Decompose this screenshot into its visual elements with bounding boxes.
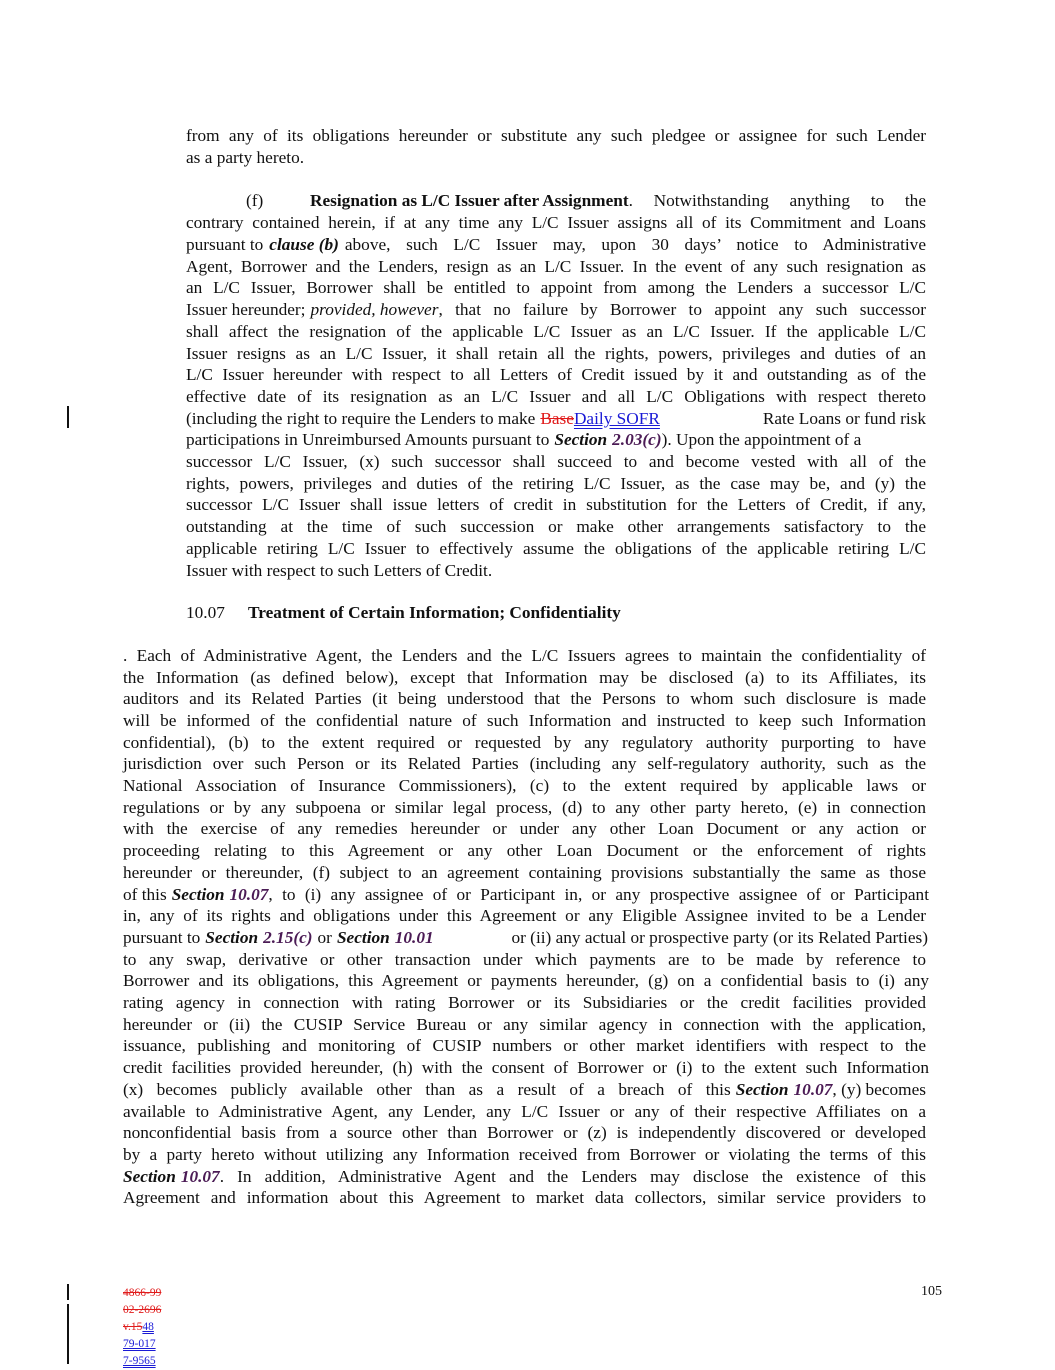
section-word: Section (554, 430, 608, 449)
body-line: L/C Issuer hereunder with respect to all Letters of Credit issued by it and outstanding as of the (186, 365, 926, 384)
body-line: rights, powers, privileges and duties of the retiring L/C Issuer, as the case may be, and (y) the (186, 474, 926, 493)
body-line: Issuer with respect to such Letters of Credit. (186, 561, 493, 580)
body-line (123, 927, 928, 949)
inserted-text: Daily SOFR (573, 409, 660, 428)
body-line: in, any of its rights and obligations under this Agreement or any Eligible Assignee invited to be a Lender (123, 906, 926, 925)
body-text: , that no failure by Borrower to appoint any such successor (438, 300, 926, 319)
body-line (123, 1166, 926, 1188)
body-line: Borrower and its obligations, this Agreement or payments hereunder, (g) on a confidential basis to (i) any (123, 971, 929, 990)
body-text: pursuant to (123, 928, 201, 947)
body-line: available to Administrative Agent, any Lender, any L/C Issuer or any of their respective Affiliates on a (123, 1102, 926, 1121)
inserted-doc-id: 48 (142, 1321, 154, 1333)
body-text: participations in Unreimbursed Amounts pursuant to (186, 430, 550, 449)
change-bar (67, 1304, 69, 1364)
body-line: National Association of Insurance Commissioners), (c) to the extent required by applicable laws or (123, 776, 926, 795)
section-word: Section (171, 885, 225, 904)
body-text: (including the right to require the Lenders to make (186, 409, 536, 428)
body-line: Agreement and information about this Agreement to market data collectors, similar service providers to (123, 1188, 926, 1207)
section-word: Section (205, 928, 259, 947)
body-text: or (ii) any actual or prospective party (or its Related Parties) (511, 928, 928, 947)
inserted-doc-id: 79-017 (123, 1338, 156, 1350)
body-line (186, 299, 926, 321)
body-line: rating agency in connection with rating Borrower or its Subsidiaries or the credit facilities provided (123, 993, 926, 1012)
body-text: Rate Loans or fund risk (762, 409, 926, 428)
body-line (186, 429, 931, 451)
deleted-doc-id: v.15 (123, 1321, 143, 1333)
body-line: proceeding relating to this Agreement or any other Loan Document or the enforcement of rights (123, 841, 926, 860)
body-line: as a party hereto. (186, 148, 305, 167)
body-text: . Notwithstanding anything to the (628, 191, 926, 210)
body-text: , (y) becomes (832, 1080, 926, 1099)
body-line: regulations or by any subpoena or similar legal process, (d) to any other party hereto, (e) in connection (123, 798, 926, 817)
clause-label: (f) (246, 191, 264, 210)
section-word: Section (336, 928, 390, 947)
body-line: jurisdiction over such Person or its Related Parties (including any self-regulatory authority, such as the (123, 754, 926, 773)
body-line (186, 234, 926, 256)
proviso-text: provided, however (310, 300, 439, 319)
body-line: an L/C Issuer, Borrower shall be entitled to appoint from among the Lenders a successor L/C (186, 278, 926, 297)
body-line: shall affect the resignation of the applicable L/C Issuer as an L/C Issuer. If the applicable L/C (186, 322, 926, 341)
body-text: above, such L/C Issuer may, upon 30 days’ notice to Administrative (344, 235, 926, 254)
cross-reference-link[interactable]: 10.07 (793, 1080, 833, 1099)
body-line: . Each of Administrative Agent, the Lenders and the L/C Issuers agrees to maintain the confidentiality of (123, 646, 926, 665)
doc-id-version (123, 1319, 161, 1336)
body-line: nonconfidential basis from a source other than Borrower or (z) is independently discovered or developed (123, 1123, 926, 1142)
section-word: Section (123, 1167, 176, 1186)
body-line: hereunder or thereunder, (f) subject to an agreement containing provisions substantially the same as those (123, 863, 926, 882)
body-line: credit facilities provided hereunder, (h) with the consent of Borrower or (i) to the extent such Information (123, 1058, 929, 1077)
clause-heading: Resignation as L/C Issuer after Assignment (310, 191, 629, 210)
body-text: , to (i) any assignee of or Participant in, or any prospective assignee of or Participant (268, 885, 929, 904)
deleted-text: Base (540, 409, 574, 428)
body-line: successor L/C Issuer, (x) such successor shall succeed to and become vested with all of the (186, 452, 926, 471)
body-line: hereunder or (ii) the CUSIP Service Bureau or any similar agency in connection with the application, (123, 1015, 926, 1034)
inserted-doc-id: 7-9565 (123, 1355, 156, 1367)
body-line: applicable retiring L/C Issuer to effectively assume the obligations of the applicable retiring L/C (186, 539, 926, 558)
body-line: will be informed of the confidential nature of such Information and instructed to keep such Information (123, 711, 926, 730)
cross-reference-link[interactable]: 10.01 (394, 928, 434, 947)
cross-reference-link[interactable]: 10.07 (229, 885, 269, 904)
cross-reference-link[interactable]: 2.15(c) (263, 928, 313, 947)
body-line: auditors and its Related Parties (it being understood that the Persons to whom such disclosure is made (123, 689, 926, 708)
body-text: . In addition, Administrative Agent and the Lenders may disclose the existence of this (219, 1167, 926, 1186)
body-line (123, 1079, 926, 1101)
section-word: Section (735, 1080, 789, 1099)
body-line: effective date of its resignation as an L/C Issuer and all L/C Obligations with respect thereto (186, 387, 926, 406)
cross-reference-link[interactable]: 10.07 (180, 1167, 220, 1186)
body-line: Agent, Borrower and the Lenders, resign as an L/C Issuer. In the event of any such resignation as (186, 257, 926, 276)
clause-reference: clause (b) (269, 235, 339, 254)
change-bar (67, 1284, 69, 1300)
cross-reference-link[interactable]: 2.03(c) (612, 430, 662, 449)
body-line: Issuer resigns as an L/C Issuer, it shall retain all the rights, powers, privileges and duties of an (186, 344, 926, 363)
body-line (123, 884, 929, 906)
footer-doc-id (123, 1285, 161, 1370)
body-line (186, 408, 926, 430)
change-bar (67, 406, 69, 428)
body-line: by a party hereto without utilizing any Information received from Borrower or violating the terms of this (123, 1145, 926, 1164)
body-line: outstanding at the time of such succession or make other arrangements satisfactory to the (186, 517, 926, 536)
body-text: ). Upon the appointment of a (661, 430, 862, 449)
section-title: Treatment of Certain Information; Confidentiality (248, 603, 621, 622)
body-line: contrary contained herein, if at any time any L/C Issuer assigns all of its Commitment and Loans (186, 213, 926, 232)
body-line: to any swap, derivative or other transaction under which payments are to be made by reference to (123, 950, 926, 969)
body-line: the Information (as defined below), except that Information may be disclosed (a) to its Affiliates, its (123, 668, 926, 687)
section-heading (186, 602, 621, 624)
deleted-doc-id: 4866-99 (123, 1287, 162, 1299)
body-line: from any of its obligations hereunder or substitute any such pledgee or assignee for such Lender (186, 126, 926, 145)
body-text: (x) becomes publicly available other than as a result of a breach of this (123, 1080, 731, 1099)
body-line: successor L/C Issuer shall issue letters of credit in substitution for the Letters of Credit, if any, (186, 495, 926, 514)
clause-f-heading-line (246, 190, 926, 212)
body-text: Issuer hereunder; (186, 300, 306, 319)
section-number: 10.07 (186, 603, 225, 622)
body-text: of this (123, 885, 167, 904)
body-line: issuance, publishing and monitoring of CUSIP numbers or other market identifiers with respect to the (123, 1036, 926, 1055)
body-line: with the exercise of any remedies hereunder or under any other Loan Document or any action or (123, 819, 926, 838)
page-number: 105 (921, 1284, 942, 1299)
deleted-doc-id: 02-2696 (123, 1304, 162, 1316)
body-line: confidential), (b) to the extent required or requested by any regulatory authority purporting to have (123, 733, 926, 752)
body-text: pursuant to (186, 235, 264, 254)
body-text: or (317, 928, 332, 947)
